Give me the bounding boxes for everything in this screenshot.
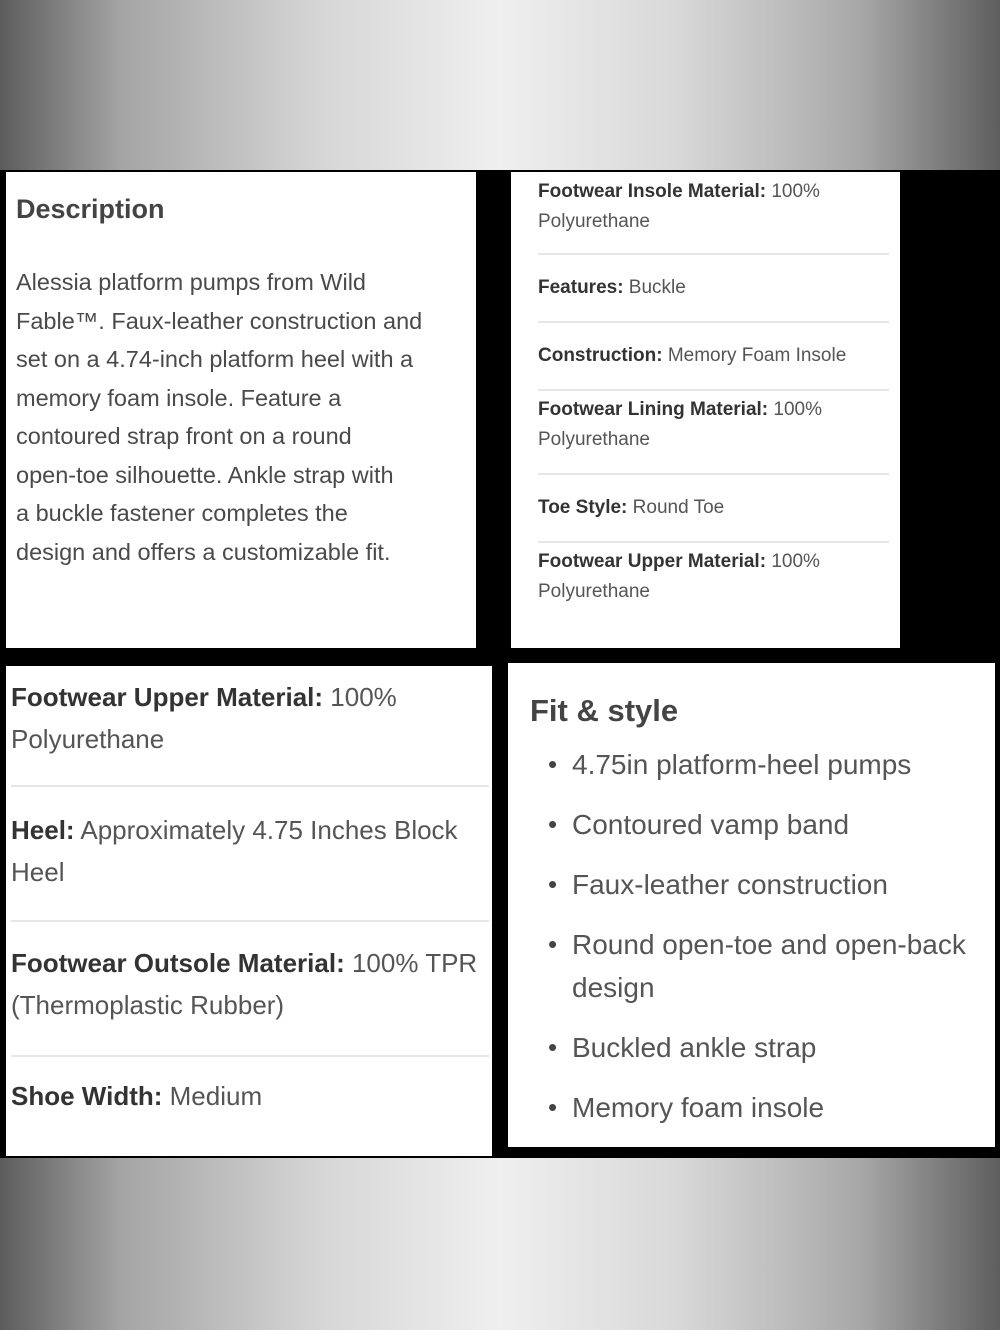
spec-label: Footwear Insole Material:	[538, 181, 767, 202]
spec-label: Features:	[538, 277, 624, 298]
bullet-icon: •	[548, 1092, 558, 1122]
spec-value: Round Toe	[627, 497, 725, 518]
description-heading: Description	[16, 194, 165, 224]
screenshot-collage	[0, 170, 1000, 1158]
fit-style-heading: Fit & style	[530, 693, 679, 728]
spec-row-outsole-material	[11, 922, 489, 1057]
spec-row-features	[538, 255, 889, 323]
bottom-gradient-band	[0, 1158, 1000, 1330]
spec-row-upper-material	[11, 666, 489, 787]
specs-panel-small	[511, 172, 900, 648]
spec-row-insole-material	[538, 172, 889, 255]
description-body: Alessia platform pumps from Wild Fable™. Faux-leather construction and set on a 4.74-inch platform heel with a memory foam insole. Feature a contoured strap front on a round open-toe silhouette. Ankle strap with a buckle fastener completes the design and offers a customizable fit.	[16, 269, 423, 565]
spec-value: Buckle	[623, 277, 686, 298]
list-item	[530, 1026, 995, 1069]
spec-label: Shoe Width:	[11, 1081, 163, 1111]
list-item	[530, 863, 995, 906]
spec-row-heel	[11, 787, 489, 922]
spec-row-lining-material	[538, 391, 889, 475]
spec-value: Approximately 4.75 Inches Block Heel	[11, 815, 458, 887]
bullet-icon: •	[548, 749, 558, 779]
list-item	[530, 923, 995, 1009]
spec-label: Footwear Upper Material:	[11, 682, 324, 712]
list-item	[530, 743, 995, 786]
spec-label: Footwear Outsole Material:	[11, 948, 345, 978]
spec-value: 100% Polyurethane	[538, 551, 820, 602]
list-item-text: Memory foam insole	[572, 1092, 825, 1123]
spec-label: Heel:	[11, 815, 75, 845]
spec-label: Construction:	[538, 345, 663, 366]
list-item-text: Round open-toe and open-back design	[572, 929, 966, 1003]
list-item	[530, 803, 995, 846]
spec-row-shoe-width	[11, 1057, 489, 1152]
fit-style-panel	[508, 663, 995, 1147]
description-panel	[6, 172, 476, 648]
list-item-text: 4.75in platform-heel pumps	[572, 749, 912, 780]
top-gradient-band	[0, 0, 1000, 170]
list-item-text: Buckled ankle strap	[572, 1032, 817, 1063]
list-item-text: Contoured vamp band	[572, 809, 850, 840]
spec-row-construction	[538, 323, 889, 391]
list-item	[530, 1086, 995, 1129]
specs-panel-large	[6, 666, 492, 1156]
fit-style-list	[530, 743, 995, 1129]
spec-row-toe-style	[538, 475, 889, 543]
spec-label: Toe Style:	[538, 497, 628, 518]
spec-value: 100% Polyurethane	[538, 181, 820, 232]
spec-value: 100% Polyurethane	[538, 399, 822, 450]
spec-value: 100% Polyurethane	[11, 682, 397, 754]
bullet-icon: •	[548, 809, 558, 839]
spec-label: Footwear Lining Material:	[538, 399, 769, 420]
bullet-icon: •	[548, 869, 558, 899]
spec-value: Medium	[162, 1081, 263, 1111]
spec-value: 100% TPR (Thermoplastic Rubber)	[11, 948, 478, 1020]
bullet-icon: •	[548, 929, 558, 959]
list-item-text: Faux-leather construction	[572, 869, 888, 900]
spec-row-upper-material	[538, 543, 889, 627]
spec-value: Memory Foam Insole	[662, 345, 847, 366]
spec-label: Footwear Upper Material:	[538, 551, 767, 572]
bullet-icon: •	[548, 1032, 558, 1062]
